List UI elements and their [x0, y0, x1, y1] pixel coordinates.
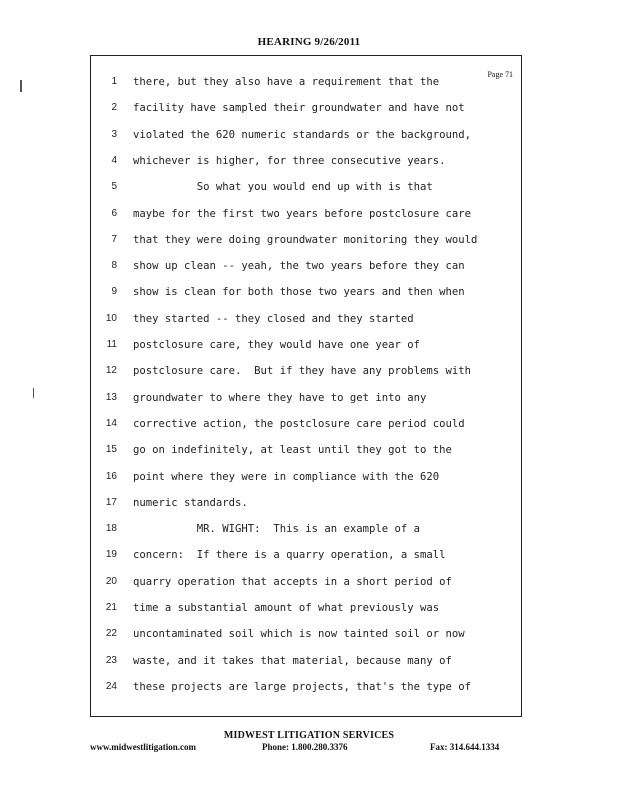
- line-text: facility have sampled their groundwater and have not: [133, 102, 465, 115]
- line-text: groundwater to where they have to get into any: [133, 391, 427, 404]
- line-number: 18: [105, 523, 117, 535]
- line-number: 8: [111, 260, 117, 272]
- line-text: MR. WIGHT: This is an example of a: [133, 523, 421, 536]
- line-number: 15: [105, 444, 117, 456]
- line-number: 12: [105, 365, 117, 377]
- line-number: 6: [111, 207, 117, 219]
- transcript-line: [91, 365, 521, 385]
- line-number: 17: [105, 496, 117, 508]
- line-number: 16: [105, 470, 117, 482]
- transcript-line: [91, 129, 521, 149]
- line-number: 2: [111, 102, 117, 114]
- line-text: show is clean for both those two years and then when: [133, 286, 465, 299]
- transcript-line: [91, 392, 521, 412]
- line-text: these projects are large projects, that's the type of: [133, 680, 472, 693]
- line-number: 11: [106, 339, 117, 350]
- scan-mark: [33, 388, 34, 398]
- line-text: numeric standards.: [133, 496, 248, 509]
- line-number: 21: [105, 602, 117, 613]
- footer-website: www.midwestlitigation.com: [90, 742, 196, 752]
- line-text: corrective action, the postclosure care period could: [133, 417, 465, 430]
- line-text: postclosure care, they would have one year of: [133, 339, 421, 351]
- transcript-line: [91, 76, 521, 96]
- line-text: postclosure care. But if they have any problems with: [133, 365, 472, 378]
- transcript-line: [91, 286, 521, 306]
- line-number: 3: [111, 128, 117, 140]
- line-text: go on indefinitely, at least until they got to the: [133, 444, 452, 457]
- transcript-line: [91, 234, 521, 254]
- line-number: 9: [111, 286, 117, 298]
- footer-company-name: MIDWEST LITIGATION SERVICES: [223, 730, 395, 741]
- line-number: 19: [105, 549, 117, 561]
- line-text: waste, and it takes that material, because many of: [133, 654, 452, 667]
- page-number-label: Page 71: [487, 70, 513, 79]
- line-number: 24: [105, 680, 117, 692]
- line-text: show up clean -- yeah, the two years before they can: [133, 260, 465, 273]
- transcript-line: [91, 523, 521, 543]
- transcript-line: [91, 208, 521, 228]
- line-number: 14: [105, 417, 117, 429]
- line-text: point where they were in compliance with the 620: [133, 470, 440, 483]
- line-number: 23: [105, 654, 117, 666]
- line-text: uncontaminated soil which is now tainted soil or now: [133, 628, 465, 641]
- line-text: concern: If there is a quarry operation, a small: [133, 549, 446, 562]
- page-footer: [0, 730, 618, 752]
- line-number: 20: [105, 575, 117, 587]
- line-number: 7: [111, 233, 117, 245]
- transcript-line: [91, 155, 521, 175]
- transcript-line: [91, 681, 521, 701]
- line-text: that they were doing groundwater monitoring they would: [133, 233, 478, 246]
- scan-mark: [20, 80, 22, 92]
- line-text: whichever is higher, for three consecutive years.: [133, 154, 446, 167]
- transcript-line: [91, 602, 521, 622]
- transcript-line: [91, 313, 521, 333]
- page-header-title: HEARING 9/26/2011: [257, 36, 361, 48]
- transcript-line: [91, 444, 521, 464]
- transcript-line: [91, 181, 521, 201]
- transcript-line: [91, 497, 521, 517]
- line-number: 5: [111, 181, 117, 193]
- line-text: they started -- they closed and they started: [133, 312, 414, 325]
- line-number: 22: [105, 628, 117, 640]
- transcript-line: [91, 471, 521, 491]
- transcript-line: [91, 655, 521, 675]
- footer-fax: Fax: 314.644.1334: [430, 742, 500, 752]
- transcript-line: [91, 339, 521, 359]
- line-number: 4: [111, 154, 117, 166]
- line-text: So what you would end up with is that: [133, 181, 433, 194]
- transcript-line: [91, 260, 521, 280]
- transcript-line: [91, 576, 521, 596]
- line-number: 10: [105, 312, 117, 324]
- transcript-line: [91, 102, 521, 122]
- line-number: 1: [111, 76, 117, 87]
- line-text: there, but they also have a requirement that the: [133, 76, 440, 88]
- transcript-page-frame: [90, 55, 522, 717]
- transcript-line: [91, 549, 521, 569]
- line-text: time a substantial amount of what previously was: [133, 602, 440, 614]
- footer-phone: Phone: 1.800.280.3376: [262, 742, 348, 752]
- line-number: 13: [105, 391, 117, 403]
- line-text: quarry operation that accepts in a short period of: [133, 575, 452, 588]
- transcript-line: [91, 628, 521, 648]
- transcript-line: [91, 418, 521, 438]
- line-text: maybe for the first two years before postclosure care: [133, 207, 472, 220]
- line-text: violated the 620 numeric standards or the background,: [133, 128, 472, 141]
